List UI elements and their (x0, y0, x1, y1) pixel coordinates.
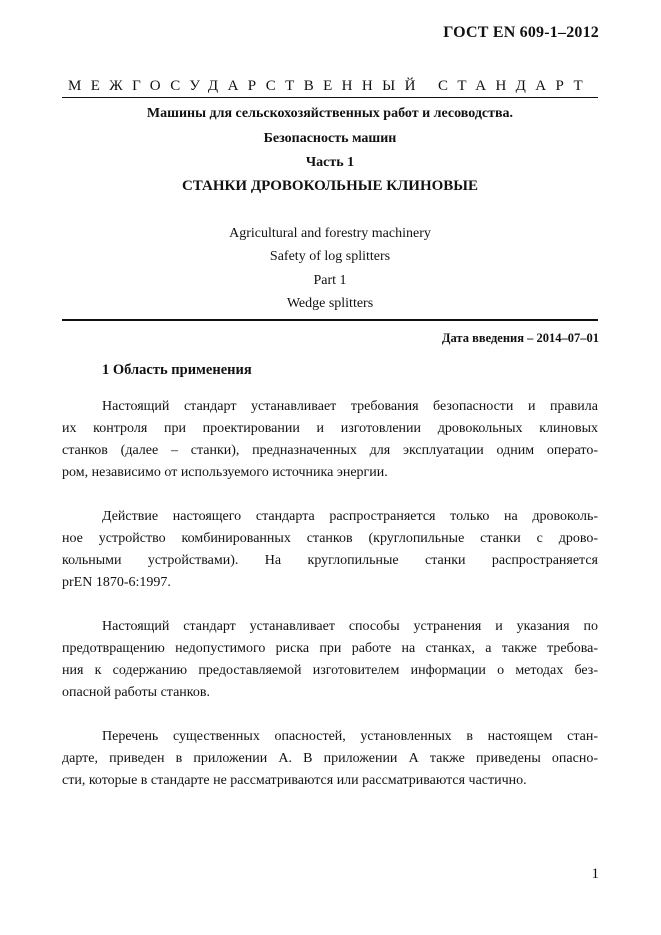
paragraph-1 (62, 396, 598, 484)
title-bottom-rule (62, 319, 598, 321)
title-en-line-4: Wedge splitters (286, 296, 374, 311)
title-ru-line-1: Машины для сельскохозяйственных работ и лесоводства. (146, 106, 514, 121)
paragraph-line: дарте, приведен в приложении А. В приложении А также приведены опасно- (62, 751, 598, 766)
paragraph-line: ния к содержанию предоставляемой изготовителем информации о методах без- (62, 663, 598, 678)
paragraph-line: Перечень существенных опасностей, установленных в настоящем стан- (102, 729, 598, 744)
paragraph-line: Действие настоящего стандарта распространяется только на дровоколь- (102, 509, 598, 524)
title-ru-line-2: Безопасность машин (263, 131, 397, 146)
title-ru-line-4: СТАНКИ ДРОВОКОЛЬНЫЕ КЛИНОВЫЕ (181, 178, 479, 194)
standard-number: ГОСТ EN 609-1–2012 (443, 24, 599, 41)
paragraph-2 (62, 506, 598, 594)
paragraph-line: сти, которые в стандарте не рассматриваются или рассматриваются частично. (62, 773, 527, 788)
paragraph-3 (62, 616, 598, 704)
page-number: 1 (591, 866, 599, 882)
section-title: 1 Область применения (102, 362, 252, 378)
title-ru-line-3: Часть 1 (305, 155, 355, 170)
paragraph-4 (62, 726, 598, 792)
introduction-date: Дата введения – 2014–07–01 (441, 331, 599, 345)
interstate-standard-label: МЕЖГОСУДАРСТВЕННЫЙ СТАНДАРТ (67, 78, 593, 94)
paragraph-line: кольными устройствами). На круглопильные станки распространяется (62, 553, 598, 568)
title-en-line-1: Agricultural and forestry machinery (229, 226, 431, 241)
paragraph-line: ром, независимо от используемого источника энергии. (62, 465, 388, 480)
paragraph-line: их контроля при проектировании и изготовлении дровокольных клиновых (62, 421, 598, 436)
paragraph-line: Настоящий стандарт устанавливает требования безопасности и правила (102, 399, 598, 414)
paragraph-line: станков (далее – станки), предназначенных для эксплуатации одним операто- (62, 443, 598, 458)
paragraph-line: prEN 1870-6:1997. (62, 575, 171, 590)
title-top-rule (62, 97, 598, 98)
title-en-line-3: Part 1 (313, 273, 347, 288)
paragraph-line: ное устройство комбинированных станков (круглопильные станки с дрово- (62, 531, 598, 546)
paragraph-line: Настоящий стандарт устанавливает способы устранения и указания по (102, 619, 598, 634)
paragraph-line: предотвращению недопустимого риска при работе на станках, а также требова- (62, 641, 598, 656)
title-en-line-2: Safety of log splitters (269, 249, 391, 264)
paragraph-line: опасной работы станков. (62, 685, 210, 700)
